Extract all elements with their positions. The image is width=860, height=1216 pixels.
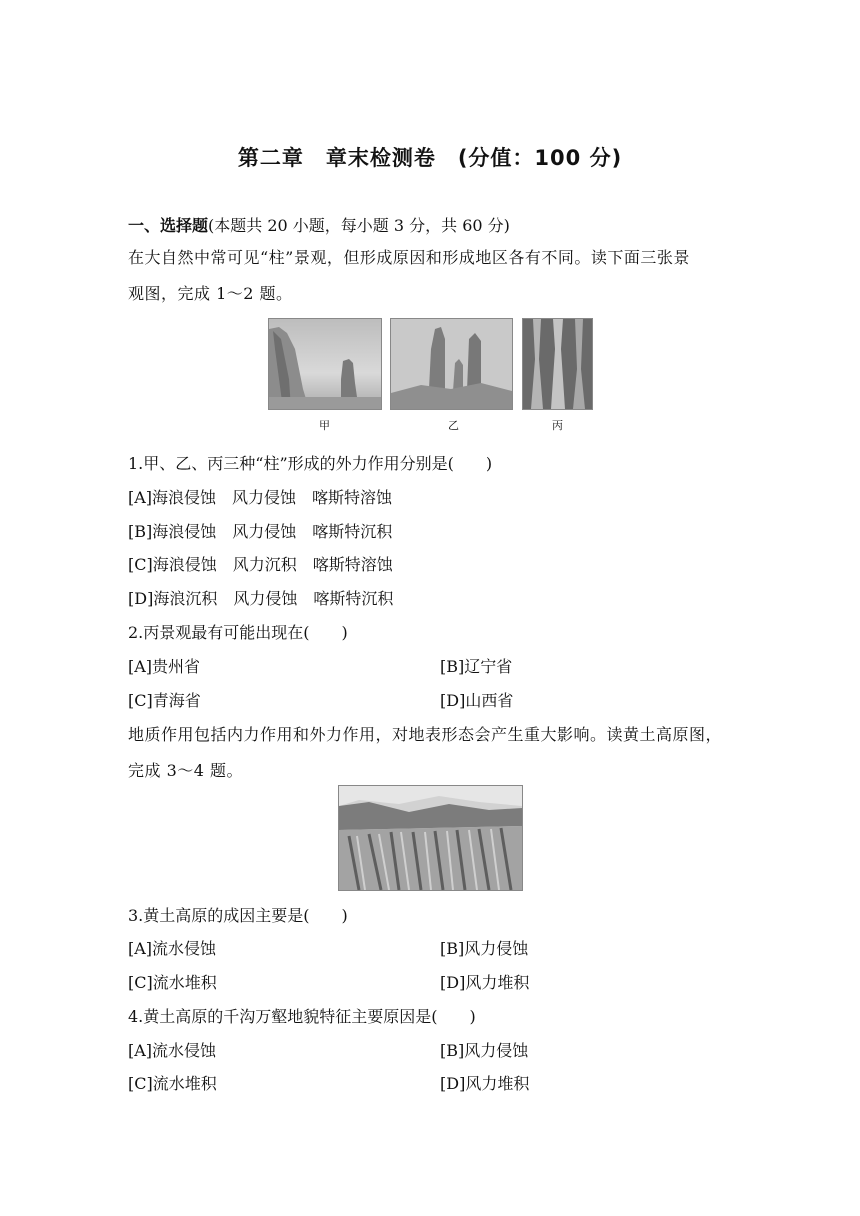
q3-stem: 3.黄土高原的成因主要是( ) — [128, 906, 348, 925]
page-title: 第二章 章末检测卷 (分值：100 分) — [237, 146, 623, 170]
photo-sea-stack — [268, 318, 382, 410]
intro2-line2: 完成 3～4 题。 — [128, 761, 244, 780]
section-head: 一、选择题 — [128, 216, 209, 235]
q2-option-d[interactable]: [D]山西省 — [440, 691, 514, 710]
q3-option-a[interactable]: [A]流水侵蚀 — [128, 939, 217, 958]
q1-option-c[interactable]: [C]海浪侵蚀 风力沉积 喀斯特溶蚀 — [128, 555, 393, 574]
section-note: (本题共 20 小题，每小题 3 分，共 60 分) — [208, 216, 510, 235]
q4-option-d[interactable]: [D]风力堆积 — [440, 1074, 530, 1093]
q1-stem: 1.甲、乙、丙三种“柱”形成的外力作用分别是( ) — [128, 454, 493, 473]
q3-option-c[interactable]: [C]流水堆积 — [128, 973, 217, 992]
intro2-line1: 地质作用包括内力作用和外力作用，对地表形态会产生重大影响。读黄土高原图， — [128, 725, 723, 744]
q2-option-b[interactable]: [B]辽宁省 — [440, 657, 513, 676]
q1-option-a[interactable]: [A]海浪侵蚀 风力侵蚀 喀斯特溶蚀 — [128, 488, 393, 507]
caption-yi: 乙 — [448, 419, 459, 432]
q3-option-b[interactable]: [B]风力侵蚀 — [440, 939, 529, 958]
q2-option-c[interactable]: [C]青海省 — [128, 691, 201, 710]
q3-option-d[interactable]: [D]风力堆积 — [440, 973, 530, 992]
q2-stem: 2.丙景观最有可能出现在( ) — [128, 623, 348, 642]
q2-option-a[interactable]: [A]贵州省 — [128, 657, 201, 676]
caption-jia: 甲 — [319, 419, 330, 432]
q1-option-b[interactable]: [B]海浪侵蚀 风力侵蚀 喀斯特沉积 — [128, 522, 393, 541]
intro1-line1: 在大自然中常可见“柱”景观，但形成原因和形成地区各有不同。读下面三张景 — [128, 248, 690, 267]
photo-loess-plateau — [338, 785, 523, 891]
q4-option-a[interactable]: [A]流水侵蚀 — [128, 1041, 217, 1060]
q1-option-d[interactable]: [D]海浪沉积 风力侵蚀 喀斯特沉积 — [128, 589, 394, 608]
photo-karst-columns — [522, 318, 593, 410]
photo-wind-pillars — [390, 318, 513, 410]
q4-stem: 4.黄土高原的千沟万壑地貌特征主要原因是( ) — [128, 1007, 476, 1026]
q4-option-b[interactable]: [B]风力侵蚀 — [440, 1041, 529, 1060]
section-heading — [128, 213, 510, 236]
q4-option-c[interactable]: [C]流水堆积 — [128, 1074, 217, 1093]
intro1-line2: 观图，完成 1～2 题。 — [128, 284, 293, 303]
caption-bing: 丙 — [552, 419, 563, 432]
